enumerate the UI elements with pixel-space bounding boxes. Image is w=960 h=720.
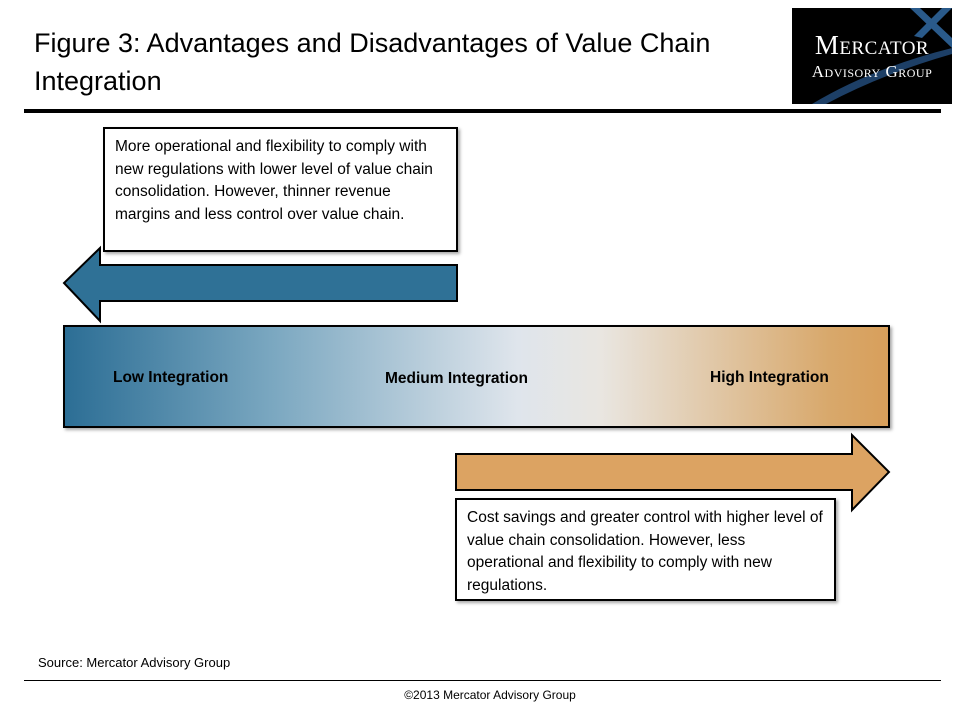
page-title: Figure 3: Advantages and Disadvantages of Value Chain Integration	[34, 28, 711, 96]
left-arrow	[64, 248, 457, 321]
low-integration-callout: More operational and flexibility to comply with new regulations with lower level of value chain consolidation. However, thinner revenue margins and less control over value chain.	[103, 127, 458, 252]
logo-line-1: Mercator	[814, 30, 930, 60]
medium-integration-label: Medium Integration	[385, 370, 528, 387]
source-note: Source: Mercator Advisory Group	[38, 655, 231, 670]
high-integration-label: High Integration	[710, 369, 829, 386]
copyright-notice: ©2013 Mercator Advisory Group	[404, 688, 576, 702]
high-integration-callout: Cost savings and greater control with higher level of value chain consolidation. However, less operational and flexibility to comply with new regulations.	[455, 498, 836, 601]
footer-divider	[24, 680, 941, 681]
low-integration-label: Low Integration	[113, 369, 229, 386]
integration-scale-bar	[63, 325, 890, 428]
logo-line-2: Advisory Group	[811, 62, 933, 81]
